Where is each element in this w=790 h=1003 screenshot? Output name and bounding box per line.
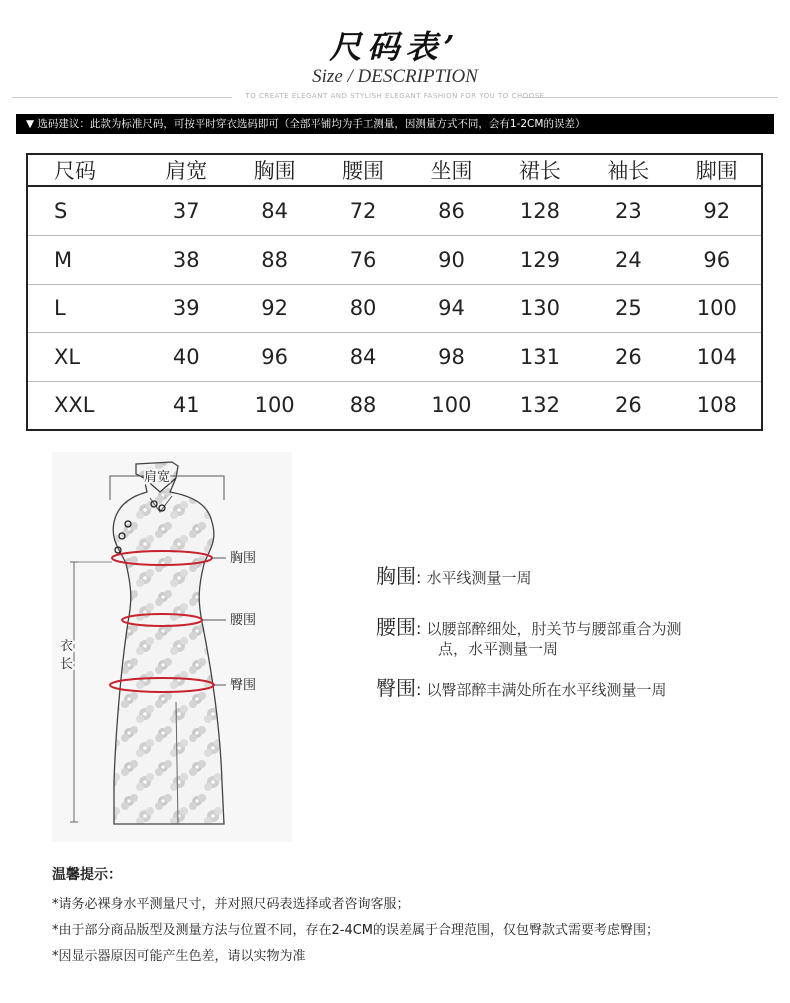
legend-waist-desc: 以腰部醉细处，肘关节与腰部重合为测 xyxy=(426,620,682,638)
table-cell: XL xyxy=(28,333,142,382)
table-cell: 96 xyxy=(230,333,318,382)
table-cell: 88 xyxy=(230,236,318,285)
table-cell: 90 xyxy=(407,236,495,285)
legend-separator: : xyxy=(416,619,422,638)
table-cell: 84 xyxy=(319,333,407,382)
legend-waist-term: 腰围 xyxy=(376,615,416,639)
table-cell: 88 xyxy=(349,393,377,418)
tips-section xyxy=(52,864,772,970)
legend-waist-desc-2: 点，水平测量一周 xyxy=(438,640,559,658)
table-row xyxy=(28,333,761,382)
legend-hip xyxy=(376,672,667,701)
table-cell: 96 xyxy=(673,236,761,285)
table-cell: 40 xyxy=(142,333,230,382)
header-waist: 腰围 xyxy=(319,155,407,186)
table-cell: 39 xyxy=(142,284,230,333)
table-cell: 132 xyxy=(519,393,560,418)
table-cell: 100 xyxy=(673,284,761,333)
table-cell: 108 xyxy=(696,393,737,418)
table-cell: 76 xyxy=(319,236,407,285)
legend-separator: : xyxy=(416,568,422,587)
table-cell: 129 xyxy=(496,236,584,285)
length-label-bottom: 长 xyxy=(60,657,74,672)
header-shoulder: 肩宽 xyxy=(142,155,230,186)
table-cell: 92 xyxy=(673,186,761,236)
table-cell: 92 xyxy=(230,284,318,333)
table-cell: 131 xyxy=(496,333,584,382)
table-cell: 26 xyxy=(614,393,642,418)
dress-measurement-figure xyxy=(52,452,292,842)
table-cell: 23 xyxy=(584,186,672,236)
table-cell: 128 xyxy=(496,186,584,236)
table-header-row xyxy=(28,155,761,186)
table-cell: 38 xyxy=(142,236,230,285)
legend-hip-desc: 以臀部醉丰满处所在水平线测量一周 xyxy=(426,681,667,699)
legend-hip-term: 臀围 xyxy=(376,676,416,700)
legend-waist xyxy=(376,611,682,640)
table-cell: XXL xyxy=(54,393,95,418)
table-row xyxy=(28,186,761,236)
page-title: 尺码表’ xyxy=(329,28,461,66)
table-cell: 130 xyxy=(496,284,584,333)
table-row xyxy=(28,236,761,285)
table-cell: 94 xyxy=(407,284,495,333)
table-row xyxy=(28,284,761,333)
header-size: 尺码 xyxy=(28,155,142,186)
header-hem: 脚围 xyxy=(673,155,761,186)
waist-label: 腰围 xyxy=(230,613,257,628)
size-advice-bar: ▼ 选码建议：此款为标准尺码，可按平时穿衣选码即可（全部平铺均为手工测量，因测量方式不同，会有1-2CM的误差） xyxy=(16,114,774,134)
table-row xyxy=(28,381,761,429)
table-cell: 104 xyxy=(673,333,761,382)
table-cell: 72 xyxy=(319,186,407,236)
table-cell: 37 xyxy=(142,186,230,236)
tip-item: *请务必裸身水平测量尺寸，并对照尺码表选择或者咨询客服； xyxy=(52,897,410,912)
shoulder-label: 肩宽 xyxy=(144,470,171,485)
hip-label: 臀围 xyxy=(230,678,257,693)
chest-label: 胸围 xyxy=(230,551,257,566)
header-dress-length: 裙长 xyxy=(496,155,584,186)
header-tagline: TO CREATE ELEGANT AND STYLISH ELEGANT FASHION FOR YOU TO CHOOSE xyxy=(245,92,545,100)
tip-item: *因显示器原因可能产生色差，请以实物为准 xyxy=(52,949,306,964)
size-table xyxy=(26,153,763,431)
table-cell: 26 xyxy=(584,333,672,382)
tips-title: 温馨提示： xyxy=(52,867,122,883)
header-chest: 胸围 xyxy=(230,155,318,186)
length-label-top: 衣 xyxy=(60,639,74,654)
table-cell: 25 xyxy=(584,284,672,333)
table-cell: S xyxy=(28,186,142,236)
table-cell: L xyxy=(28,284,142,333)
table-cell: 41 xyxy=(172,393,200,418)
legend-chest xyxy=(376,560,532,589)
header-sleeve-length: 袖长 xyxy=(584,155,672,186)
table-cell: 86 xyxy=(407,186,495,236)
page-subtitle: Size / DESCRIPTION xyxy=(312,66,478,87)
table-cell: 84 xyxy=(230,186,318,236)
table-cell: 80 xyxy=(319,284,407,333)
table-cell: 98 xyxy=(407,333,495,382)
header-hip: 坐围 xyxy=(407,155,495,186)
table-cell: M xyxy=(28,236,142,285)
legend-chest-desc: 水平线测量一周 xyxy=(426,569,532,587)
table-cell: 100 xyxy=(431,393,472,418)
legend-chest-term: 胸围 xyxy=(376,564,416,588)
table-cell: 24 xyxy=(584,236,672,285)
table-cell: 100 xyxy=(254,393,295,418)
tip-item: *由于部分商品版型及测量方法与位置不同，存在2-4CM的误差属于合理范围，仅包臀款式需要考虑臀围； xyxy=(52,923,660,938)
dress-illustration xyxy=(52,452,292,842)
legend-separator: : xyxy=(416,680,422,699)
